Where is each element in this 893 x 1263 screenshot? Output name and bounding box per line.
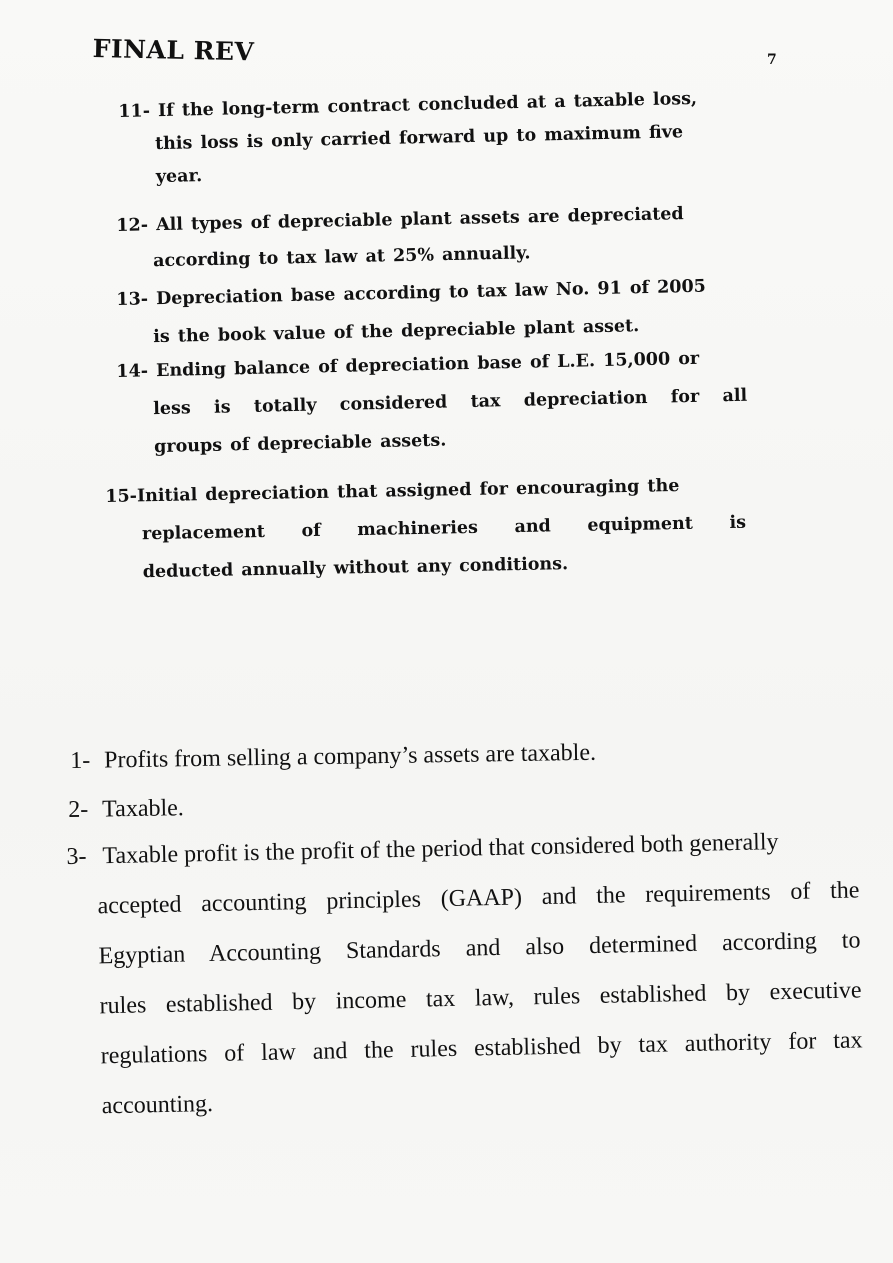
answer-item-1 [70,740,596,775]
question-number: 12- [116,215,149,236]
question-line: deducted annually without any conditions. [142,554,569,583]
answer-text: Profits from selling a company’s assets are taxable. [103,739,597,774]
question-line: groups of depreciable assets. [153,430,447,458]
question-line: is the book value of the depreciable plant asset. [153,316,640,348]
answer-line: accepted accounting principles (GAAP) and the requirements of the [97,877,860,920]
question-text: All types of depreciable plant assets are depreciated [155,204,684,236]
answer-number: 2- [68,796,89,823]
question-item-15 [105,466,747,592]
question-line: less is totally considered tax depreciation for all [153,385,748,420]
answer-item-3 [66,815,864,1132]
question-text: If the long-term contract concluded at a taxable loss, [157,88,698,122]
question-line: according to tax law at 25% annually. [152,243,531,272]
question-number: 13- [116,289,149,310]
page-title: FINAL REV [92,34,255,67]
question-text: Ending balance of depreciation base of L.E. 15,000 or [155,348,700,382]
answer-number: 3- [66,843,87,870]
question-item-11 [118,82,730,195]
question-text: Initial depreciation that assigned for encouraging the [136,475,680,507]
answer-text: Taxable. [101,795,185,823]
answer-line: accounting. [101,1090,214,1120]
answer-line: rules established by income tax law, rules established by executive [99,977,862,1020]
question-text: Depreciation base according to tax law No. 91 of 2005 [155,276,707,310]
question-number: 14- [116,361,149,382]
question-line: this loss is only carried forward up to maximum five [154,122,684,155]
question-line: replacement of machineries and equipment is [141,512,747,545]
answer-line: regulations of law and the rules established by tax authority for tax [100,1027,863,1070]
question-number: 11- [118,101,151,122]
question-item-14 [116,339,748,467]
answer-item-2 [68,795,184,824]
page-number: 7 [767,52,777,68]
answer-number: 1- [70,747,91,774]
question-number: 15- [105,486,138,507]
answer-text: Taxable profit is the profit of the period that considered both generally [102,829,779,870]
answer-line: Egyptian Accounting Standards and also determined according to [98,927,861,970]
question-line: year. [155,166,203,188]
question-item-12 [116,195,731,280]
